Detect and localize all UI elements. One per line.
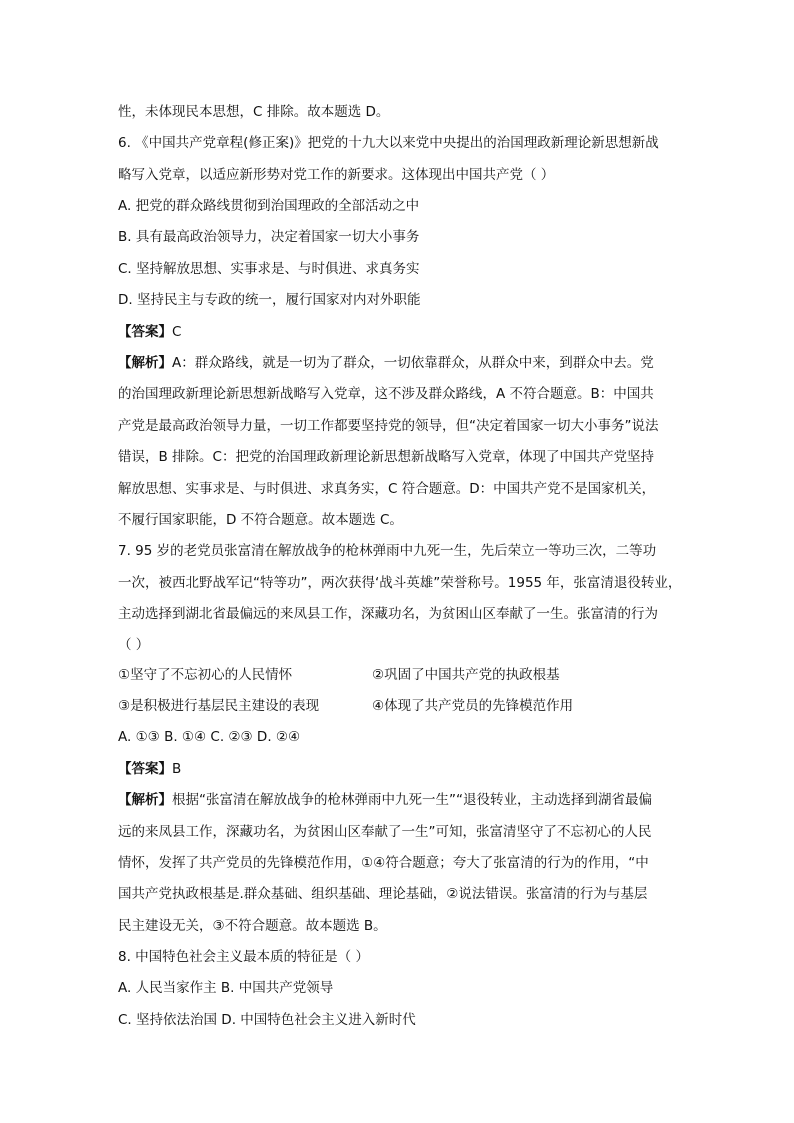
q7-answer	[118, 759, 181, 779]
q7-item-1: ①坚守了不忘初心的人民情怀	[118, 667, 293, 683]
q7-item-4: ④体现了共产党员的先锋模范作用	[372, 698, 574, 714]
q7-stem-line-3: 主动选择到湖北省最偏远的来凤县工作，深藏功名，为贫困山区奉献了一生。张富清的行为	[118, 606, 658, 622]
q7-analysis-line-3: 情怀，发挥了共产党员的先锋模范作用，①④符合题意；夸大了张富清的行为的作用，“中	[118, 855, 649, 871]
q5-analysis-tail: 性，未体现民本思想，C 排除。故本题选 D。	[118, 104, 390, 120]
q7-item-2: ②巩固了中国共产党的执政根基	[372, 667, 560, 683]
q6-stem-line-2: 略写入党章，以适应新形势对党工作的新要求。这体现出中国共产党（ ）	[118, 167, 555, 183]
q6-option-c: C. 坚持解放思想、实事求是、与时俱进、求真务实	[118, 261, 420, 277]
analysis-text: A：群众路线，就是一切为了群众，一切依靠群众，从群众中来，到群众中去。党	[172, 355, 654, 371]
q6-option-a: A. 把党的群众路线贯彻到治国理政的全部活动之中	[118, 198, 420, 214]
q8-options-line-2: C. 坚持依法治国 D. 中国特色社会主义进入新时代	[118, 1012, 416, 1028]
answer-value: C	[172, 324, 182, 340]
q7-stem-line-4: （ ）	[118, 637, 150, 653]
q6-analysis-line-6: 不履行国家职能，D 不符合题意。故本题选 C。	[118, 512, 403, 528]
q6-stem-line-1: 6. 《中国共产党章程(修正案)》把党的十九大以来党中央提出的治国理政新理论新思想新战	[118, 135, 659, 151]
q8-options-line-1: A. 人民当家作主 B. 中国共产党领导	[118, 980, 334, 996]
analysis-label: 【解析】	[118, 792, 172, 808]
analysis-text: 根据“张富清在解放战争的枪林弹雨中九死一生”“退役转业，主动选择到湖省最偏	[172, 792, 652, 808]
answer-label: 【答案】	[118, 324, 172, 340]
analysis-label: 【解析】	[118, 355, 172, 371]
answer-label: 【答案】	[118, 761, 172, 777]
q7-analysis-line-1	[118, 790, 652, 810]
q6-analysis-line-4: 错误，B 排除。C：把党的治国理政新理论新思想新战略写入党章，体现了中国共产党坚持	[118, 449, 654, 465]
q6-analysis-line-3: 产党是最高政治领导力量，一切工作都要坚持党的领导，但“决定着国家一切大小事务”说法	[118, 418, 659, 434]
q6-analysis-line-5: 解放思想、实事求是、与时俱进、求真务实，C 符合题意。D：中国共产党不是国家机关，	[118, 481, 656, 497]
q8-stem: 8. 中国特色社会主义最本质的特征是（ ）	[118, 949, 369, 965]
q6-option-b: B. 具有最高政治领导力，决定着国家一切大小事务	[118, 229, 420, 245]
answer-value: B	[172, 761, 182, 777]
q7-stem-line-1: 7. 95 岁的老党员张富清在解放战争的枪林弹雨中九死一生，先后荣立一等功三次，二等功	[118, 543, 657, 559]
q7-analysis-line-4: 国共产党执政根基是.群众基础、组织基础、理论基础，②说法错误。张富清的行为与基层	[118, 886, 648, 902]
q7-stem-line-2: 一次，被西北野战军记“特等功”，两次获得‘战斗英雄”荣誉称号。1955 年，张富清退役转业，	[118, 575, 682, 591]
q7-analysis-line-5: 民主建设无关，③不符合题意。故本题选 B。	[118, 918, 387, 934]
q7-analysis-line-2: 远的来凤县工作，深藏功名，为贫困山区奉献了一生”可知，张富清坚守了不忘初心的人民	[118, 824, 652, 840]
q6-answer	[118, 322, 181, 342]
q6-analysis-line-2: 的治国理政新理论新思想新战略写入党章，这不涉及群众路线，A 不符合题意。B：中国共	[118, 386, 654, 402]
q7-options: A. ①③ B. ①④ C. ②③ D. ②④	[118, 729, 301, 745]
q6-analysis-line-1	[118, 353, 654, 373]
q7-item-3: ③是积极进行基层民主建设的表现	[118, 698, 320, 714]
q6-option-d: D. 坚持民主与专政的统一，履行国家对内对外职能	[118, 292, 421, 308]
